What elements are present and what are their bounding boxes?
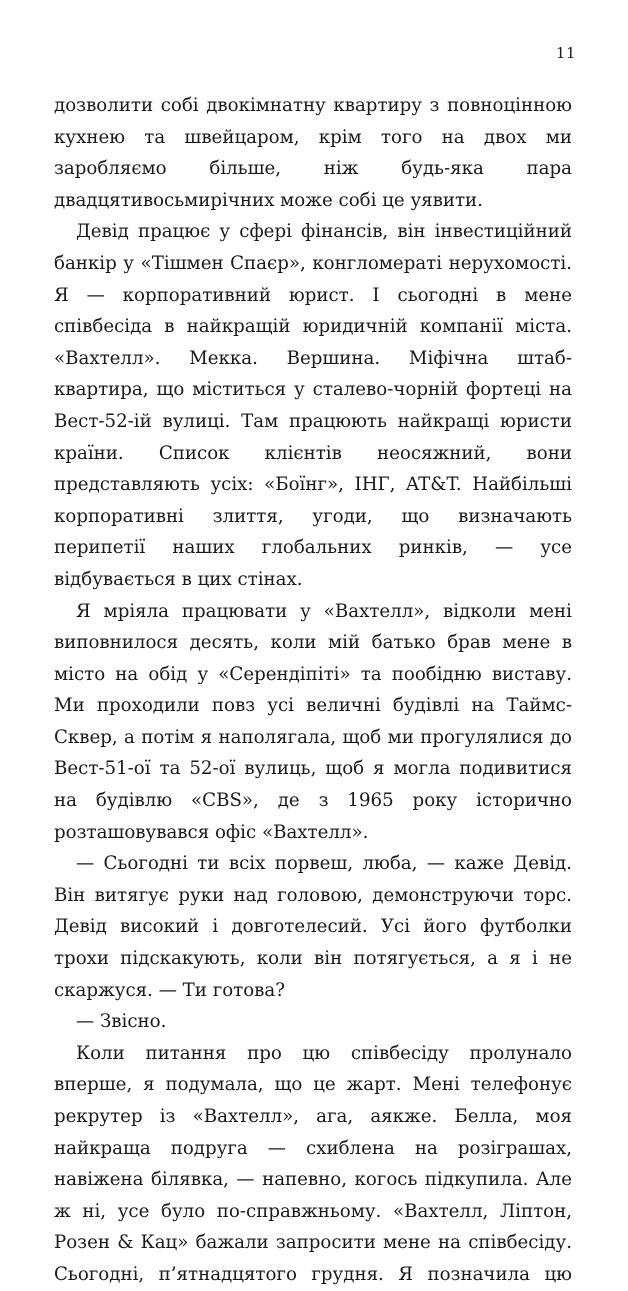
paragraph-3: Я мріяла працювати у «Вахтелл», відколи мені виповнилося десять, коли мій батько брав мене в місто на обід у «Серендіпіті» та пообідню виставу. Ми проходили повз усі величні будівлі на Таймс-Сквер, а потім я наполягала, щоб ми прогулялися до Вест-51-ої та 52-ої вулиць, щоб я могла подивитися на будівлю «CBS», де з 1965 року історично розташовувався офіс «Вахтелл». — [54, 600, 572, 843]
page-number: 11 — [555, 44, 576, 62]
paragraph-1: дозволити собі двокімнатну квартиру з повноцінною кухнею та швейцаром, крім того на двох ми заробляємо більше, ніж будь-яка пара двадцятивосьмирічних може собі це уявити. — [54, 95, 572, 211]
paragraph-4-dialogue: — Сьогодні ти всіх порвеш, люба, — каже Девід. Він витягує руки над головою, демонструючи торс. Девід високий і довготелесий. Усі його футболки трохи підскакують, коли він потягується, а я і не скаржуся. — Ти готова? — [54, 853, 572, 1001]
paragraph-5-dialogue: — Звісно. — [76, 1011, 167, 1033]
paragraph-6: Коли питання про цю співбесіду пролунало вперше, я подумала, що це жарт. Мені телефонує рекрутер із «Вахтелл», ага, аякже. Белла, моя найкраща подруга — схиблена на розіграшах, навіжена білявка, — напевно, когось підкупила. Але ж ні, усе було по-справжньому. «Вахтелл, Ліптон, Розен & Кац» бажали запросити мене на співбесіду. Сьогодні, п’ятнадцятого грудня. Я позначила цю — [54, 1042, 572, 1285]
body-text — [54, 90, 572, 1291]
paragraph-2: Девід працює у сфері фінансів, він інвестиційний банкір у «Тішмен Спаєр», конгломераті нерухомості. Я — корпоративний юрист. І сьогодні в мене співбесіда в найкращій юридичній компанії міста. «Вахтелл». Мекка. Вершина. Міфічна штаб-квартира, що міститься у сталево-чорній фортеці на Вест-52-ій вулиці. Там працюють найкращі юристи країни. Список клієнтів неосяжний, вони представляють усіх: «Боїнг», ІНГ, AT&T. Найбільші корпоративні злиття, угоди, що визначають перипетії наших глобальних ринків, — усе відбувається в цих стінах. — [54, 221, 572, 590]
